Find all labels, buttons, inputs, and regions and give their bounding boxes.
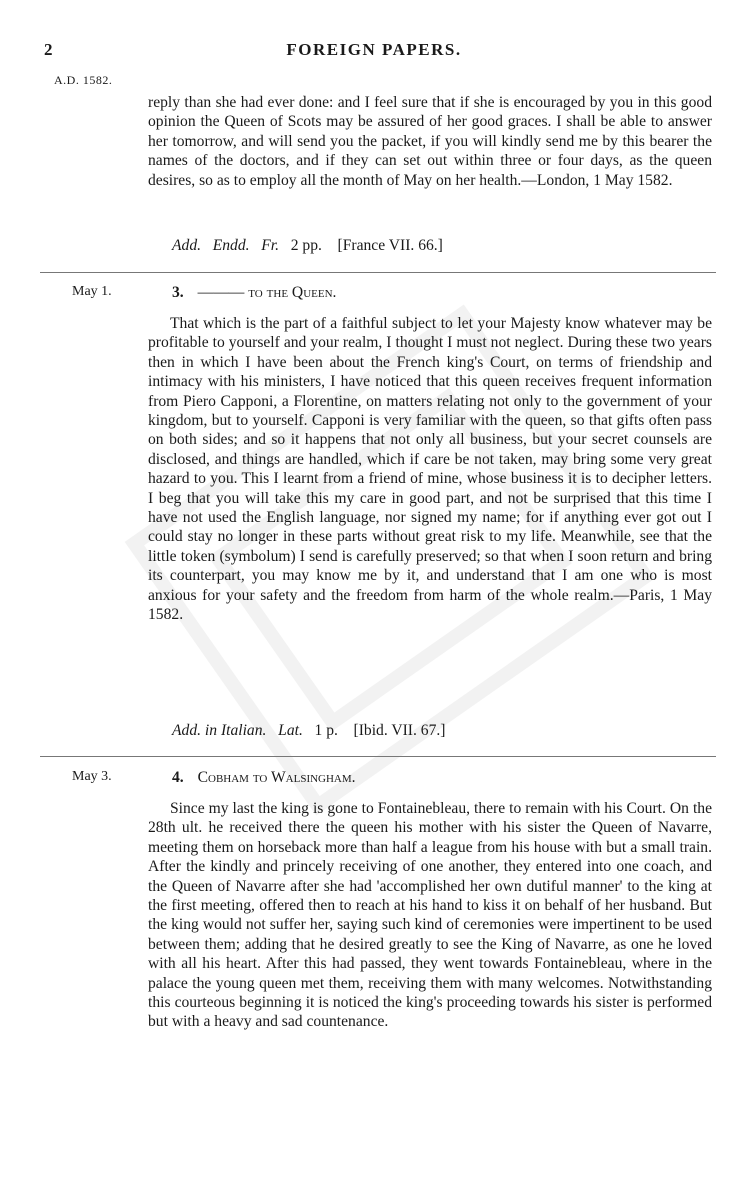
entry-4-date: May 3. bbox=[72, 769, 112, 784]
endorsement-endd: Endd. bbox=[212, 237, 250, 254]
divider bbox=[40, 272, 716, 273]
endorsement-reference: [France VII. 66.] bbox=[337, 237, 443, 254]
endorsement-add: Add. in Italian. bbox=[172, 722, 267, 739]
entry-3-date: May 1. bbox=[72, 284, 112, 299]
entry-prev-endorsement bbox=[172, 237, 443, 255]
entry-3-title: ——— to the Queen. bbox=[197, 284, 337, 301]
entry-4-body: Since my last the king is gone to Fontainebleau, there to remain with his Court. On the 28th ult. he received there the queen his mother with his sister the Queen of Navarre, meeting them on horseback more than half a league from his house with but a small train. After the kindly and princely receiving of one another, they entered into one coach, and the Queen of Navarre after she had 'accomplished her own dutiful manner' to the king at the first meeting, offered then to reach at his hand to kiss it on behalf of her husband. But the king would not suffer her, saying such kind of ceremonies were impertinent to be used between them; adding that he desired greatly to see the King of Navarre, as one he loved with all his heart. After this had passed, they went towards Fontainebleau, where in the palace the young queen met them, receiving them with many welcomes. Notwithstanding this courteous beginning it is noticed the king's proceeding towards his sister is performed but with a heavy and sad countenance. bbox=[148, 800, 712, 1031]
margin-year: A.D. 1582. bbox=[54, 73, 113, 87]
entry-3-heading bbox=[172, 284, 336, 302]
entry-3-endorsement bbox=[172, 722, 446, 740]
entry-prev-body: reply than she had ever done: and I feel sure that if she is encouraged by you in this good opinion the Queen of Scots may be assured of her good graces. I shall be able to answer her tomorrow, and will send you the packet, if you will kindly send me by this bearer the names of the doctors, and if they can set out within three or four days, as the queen desires, so as to employ all the month of May on her health.—London, 1 May 1582. bbox=[148, 94, 712, 189]
endorsement-fr: Fr. bbox=[261, 237, 280, 254]
entry-4-text bbox=[148, 799, 712, 1032]
entry-3-body: That which is the part of a faithful subject to let your Majesty know whatever may be profitable to yourself and your realm, I thought I must not neglect. During these two years then in which I have been about the French king's Court, on terms of friendship and intimacy with his ministers, I have noticed that this queen receives frequent information from Piero Capponi, a Florentine, on matters relating not only to the government of your kingdom, but to yourself. Capponi is very familiar with the queen, so that gifts often pass on both sides; and so it happens that not only all business, but your secret counsels are disclosed, and things are handled, which if care be not taken, may bring some very great hazard to you. This I learnt from a friend of mine, whose business it is to decipher letters. I beg that you will take this my care in good part, and not be surprised that this time I have not used the English language, nor signed my name; for if anything ever got out I could stay no longer in these parts without great risk to my life. Meanwhile, see that the little token (symbolum) I send is carefully preserved; so that when I soon return and bring its counterpart, you may know me by it, and understand that I am one who is most anxious for your safety and the freedom from harm of the whole realm.—Paris, 1 May 1582. bbox=[148, 315, 712, 624]
entry-3-text bbox=[148, 314, 712, 625]
endorsement-add: Add. bbox=[172, 237, 202, 254]
running-title: FOREIGN PAPERS. bbox=[286, 40, 462, 59]
page-number: 2 bbox=[44, 40, 53, 59]
endorsement-pages: 1 p. bbox=[314, 722, 338, 739]
divider bbox=[40, 756, 716, 757]
entry-3-number: 3. bbox=[172, 284, 184, 301]
endorsement-pages: 2 pp. bbox=[290, 237, 322, 254]
endorsement-reference: [Ibid. VII. 67.] bbox=[353, 722, 446, 739]
endorsement-lat: Lat. bbox=[278, 722, 303, 739]
entry-4-number: 4. bbox=[172, 769, 184, 786]
entry-4-heading bbox=[172, 769, 356, 787]
entry-4-title: Cobham to Walsingham. bbox=[197, 769, 356, 786]
entry-prev-text bbox=[148, 93, 712, 229]
